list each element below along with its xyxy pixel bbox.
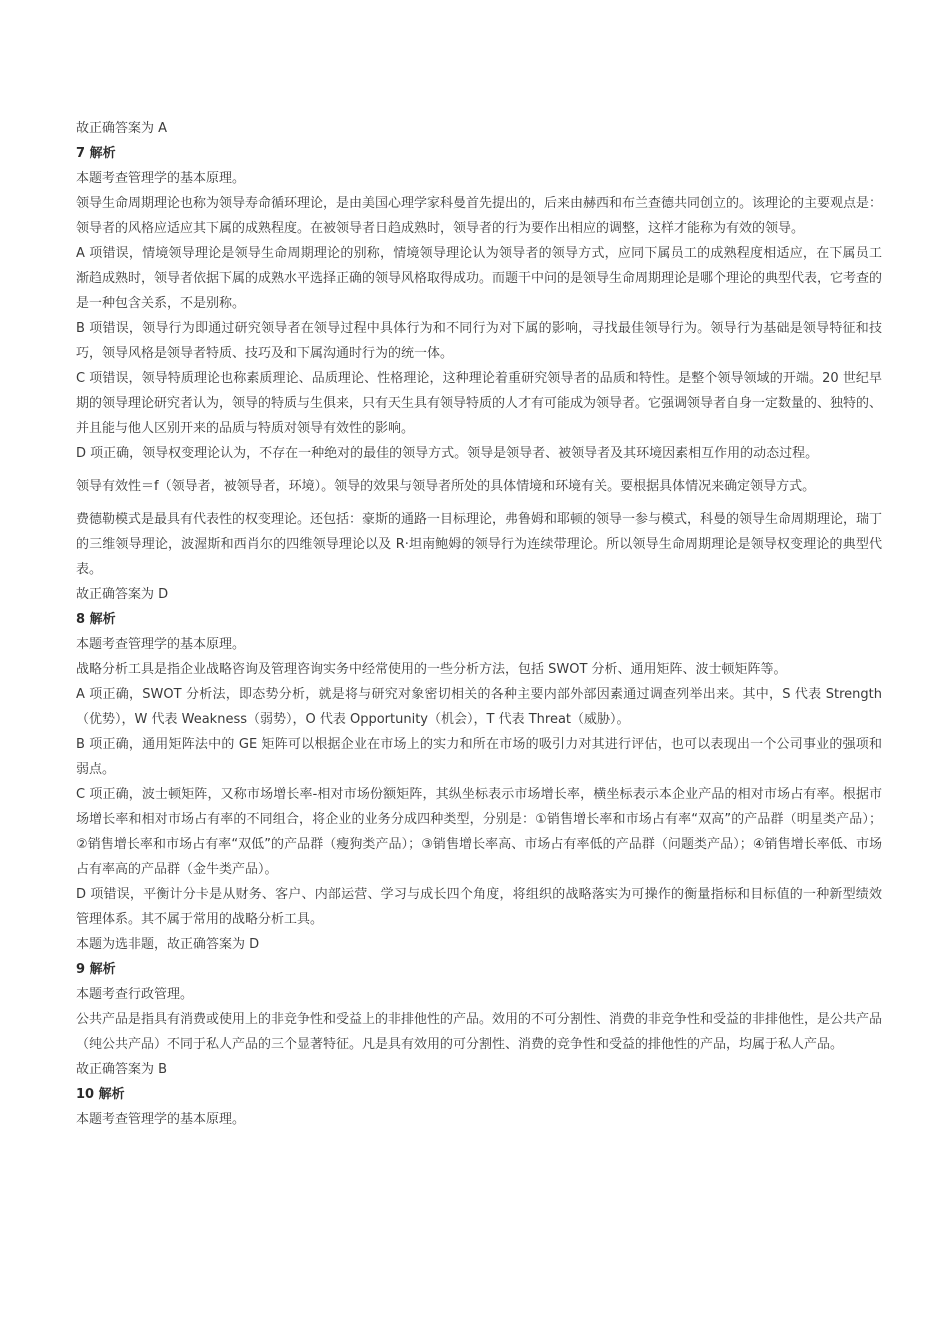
- formula-paragraph: 领导有效性＝f（领导者，被领导者，环境）。领导的效果与领导者所处的具体情境和环境有关。要根据具体情况来确定领导方式。: [76, 479, 816, 494]
- paragraph: 费德勒模式是最具有代表性的权变理论。还包括：豪斯的通路一目标理论，弗鲁姆和耶顿的领导一参与模式，科曼的领导生命周期理论，瑞丁的三维领导理论，波渥斯和西肖尔的四维领导理论以及 R·坦南鲍姆的领导行为连续带理论。所以领导生命周期理论是领导权变理论的典型代表。: [76, 512, 883, 577]
- paragraph: 战略分析工具是指企业战略咨询及管理咨询实务中经常使用的一些分析方法，包括 SWOT 分析、通用矩阵、波士顿矩阵等。: [76, 662, 787, 677]
- topic-line: 本题考查行政管理。: [76, 987, 194, 1002]
- option-b-explanation: B 项错误，领导行为即通过研究领导者在领导过程中具体行为和不同行为对下属的影响，寻找最佳领导行为。领导行为基础是领导特征和技巧，领导风格是领导者特质、技巧及和下属沟通时行为的统一体。: [76, 321, 882, 361]
- option-a-explanation: A 项错误，情境领导理论是领导生命周期理论的别称，情境领导理论认为领导者的领导方式，应同下属员工的成熟程度相适应，在下属员工渐趋成熟时，领导者依据下属的成熟水平选择正确的领导风格取得成功。而题干中问的是领导生命周期理论是哪个理论的典型代表，它考查的是一种包含关系，不是别称。: [76, 246, 883, 311]
- option-d-explanation: D 项正确，领导权变理论认为，不存在一种绝对的最佳的领导方式。领导是领导者、被领导者及其环境因素相互作用的动态过程。: [76, 446, 819, 461]
- option-d-explanation: D 项错误，平衡计分卡是从财务、客户、内部运营、学习与成长四个角度，将组织的战略落实为可操作的衡量指标和目标值的一种新型绩效管理体系。其不属于常用的战略分析工具。: [76, 887, 882, 927]
- answer-line: 故正确答案为 D: [76, 587, 169, 602]
- option-a-explanation: A 项正确，SWOT 分析法，即态势分析，就是将与研究对象密切相关的各种主要内部外部因素通过调查列举出来。其中，S 代表 Strength（优势），W 代表 Weakness（弱势），O 代表 Opportunity（机会），T 代表 Threat（威胁）。: [76, 687, 882, 727]
- topic-line: 本题考查管理学的基本原理。: [76, 637, 246, 652]
- section-heading-10: 10 解析: [76, 1087, 125, 1102]
- option-c-explanation: C 项正确，波士顿矩阵，又称市场增长率-相对市场份额矩阵，其纵坐标表示市场增长率，横坐标表示本企业产品的相对市场占有率。根据市场增长率和相对市场占有率的不同组合，将企业的业务分成四种类型，分别是：①销售增长率和市场占有率“双高”的产品群（明星类产品）；②销售增长率和市场占有率“双低”的产品群（瘦狗类产品）；③销售增长率高、市场占有率低的产品群（问题类产品）；④销售增长率低、市场占有率高的产品群（金牛类产品）。: [76, 787, 882, 877]
- document-page: [76, 116, 882, 1132]
- answer-line: 故正确答案为 B: [76, 1062, 168, 1077]
- topic-line: 本题考查管理学的基本原理。: [76, 1112, 246, 1127]
- answer-line: 本题为选非题，故正确答案为 D: [76, 937, 260, 952]
- paragraph: 领导生命周期理论也称为领导寿命循环理论，是由美国心理学家科曼首先提出的，后来由赫西和布兰查德共同创立的。该理论的主要观点是：领导者的风格应适应其下属的成熟程度。在被领导者日趋成熟时，领导者的行为要作出相应的调整，这样才能称为有效的领导。: [76, 196, 883, 236]
- option-b-explanation: B 项正确，通用矩阵法中的 GE 矩阵可以根据企业在市场上的实力和所在市场的吸引力对其进行评估，也可以表现出一个公司事业的强项和弱点。: [76, 737, 882, 777]
- answer-line: 故正确答案为 A: [76, 121, 168, 136]
- topic-line: 本题考查管理学的基本原理。: [76, 171, 246, 186]
- paragraph: 公共产品是指具有消费或使用上的非竞争性和受益上的非排他性的产品。效用的不可分割性、消费的非竞争性和受益的非排他性，是公共产品（纯公共产品）不同于私人产品的三个显著特征。凡是具有效用的可分割性、消费的竞争性和受益的排他性的产品，均属于私人产品。: [76, 1012, 883, 1052]
- section-heading-8: 8 解析: [76, 612, 116, 627]
- section-heading-7: 7 解析: [76, 146, 116, 161]
- section-heading-9: 9 解析: [76, 962, 116, 977]
- option-c-explanation: C 项错误，领导特质理论也称素质理论、品质理论、性格理论，这种理论着重研究领导者的品质和特性。是整个领导领域的开端。20 世纪早期的领导理论研究者认为，领导的特质与生俱来，只有天生具有领导特质的人才有可能成为领导者。它强调领导者自身一定数量的、独特的、并且能与他人区别开来的品质与特质对领导有效性的影响。: [76, 371, 883, 436]
